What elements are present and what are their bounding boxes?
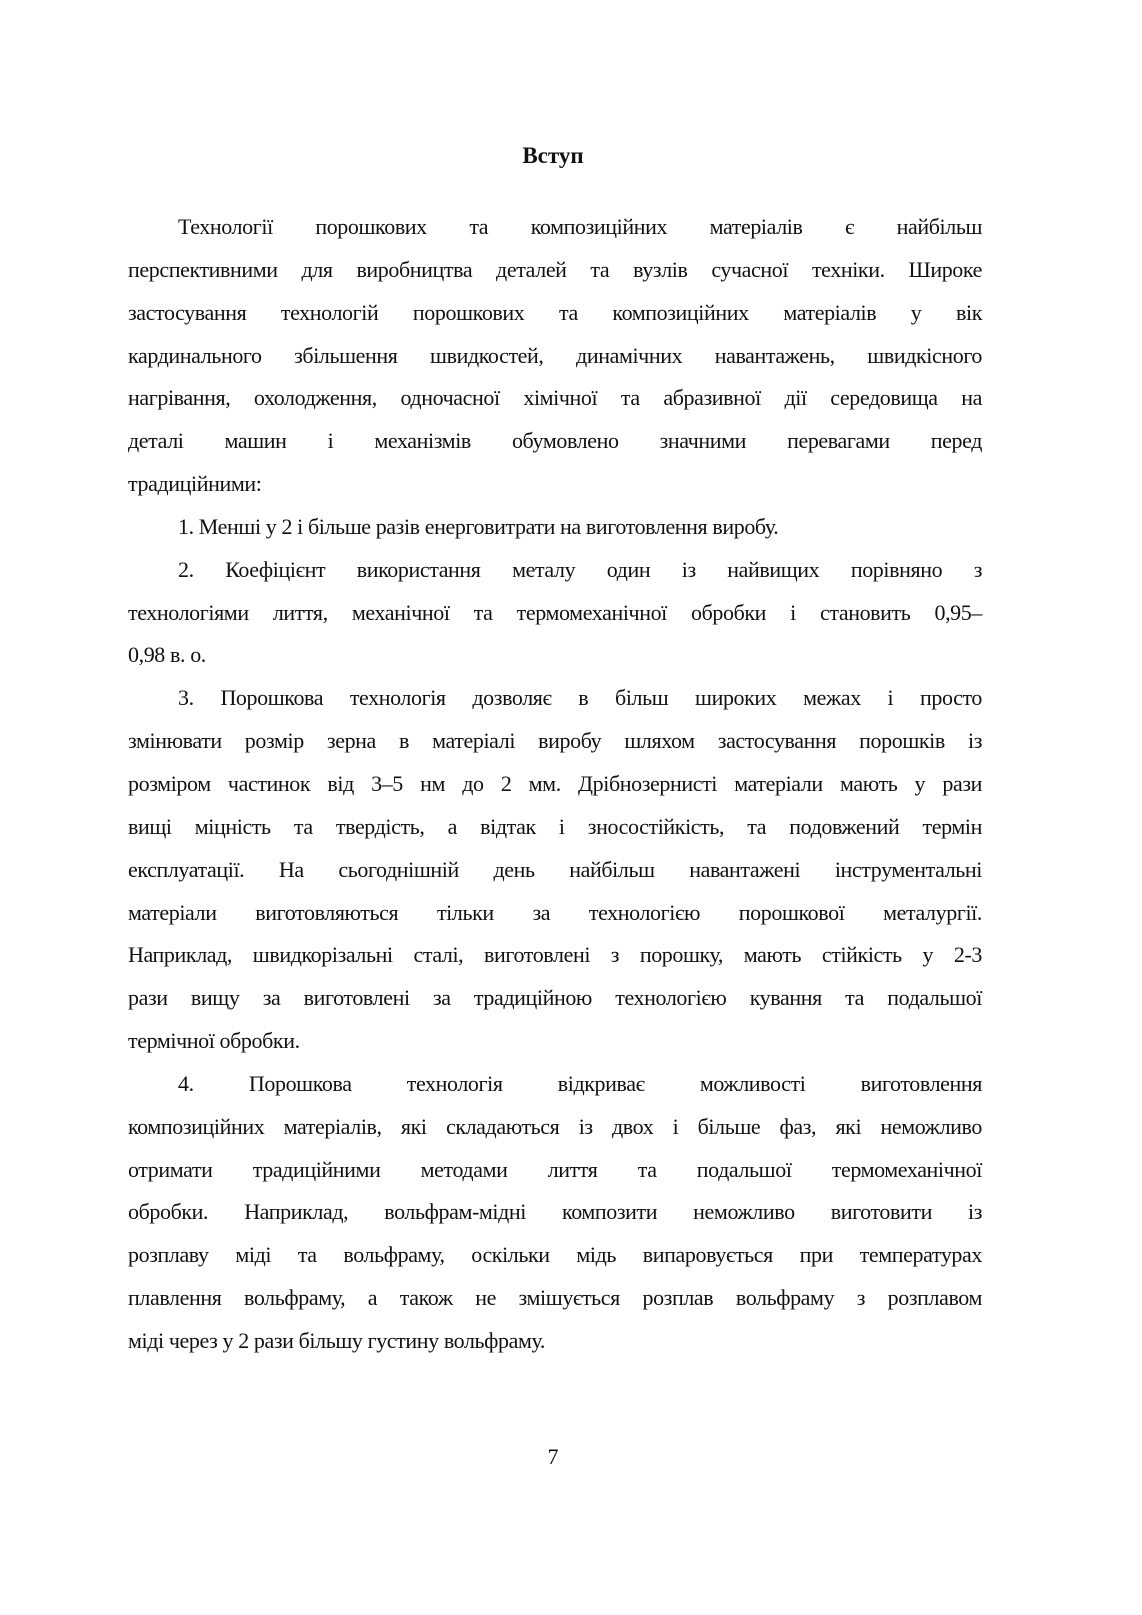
text-line: Технології порошкових та композиційних матеріалів є найбільш [178,214,982,239]
text-line: нагрівання, охолодження, одночасної хімічної та абразивної дії середовища на [128,385,982,411]
text-line: 0,98 в. о. [128,642,206,668]
text-line: кардинального збільшення швидкостей, динамічних навантажень, швидкісного [128,342,982,368]
paragraph [128,1063,982,1363]
text-line: вищі міцність та твердість, а відтак і зносостійкість, та подовжений термін [128,813,982,839]
text-line: обробки. Наприклад, вольфрам-мідні композити неможливо виготовити із [128,1199,982,1225]
paragraph [128,506,982,549]
text-line: розплаву міді та вольфраму, оскільки мідь випаровується при температурах [128,1242,982,1268]
text-line: рази вищу за виготовлені за традиційною технологією кування та подальшої [128,985,982,1011]
text-line: застосування технологій порошкових та композиційних матеріалів у вік [128,299,982,325]
text-line: 1. Менші у 2 і більше разів енерговитрати на виготовлення виробу. [178,513,779,539]
text-line: деталі машин і механізмів обумовлено значними перевагами перед [128,428,982,454]
text-line: експлуатації. На сьогоднішній день найбільш навантажені інструментальні [128,856,982,882]
document-body [128,206,982,1363]
text-line: міді через у 2 рази більшу густину вольфраму. [128,1327,546,1353]
paragraph [128,206,982,506]
text-line: термічної обробки. [128,1028,300,1054]
text-line: плавлення вольфраму, а також не змішується розплав вольфраму з розплавом [128,1285,982,1311]
text-line: 3. Порошкова технологія дозволяє в більш широких межах і просто [178,685,982,711]
paragraph [128,549,982,678]
section-title: Вступ [522,143,584,168]
text-line: змінювати розмір зерна в матеріалі виробу шляхом застосування порошків із [128,728,982,754]
text-line: традиційними: [128,471,262,497]
text-line: композиційних матеріалів, які складаються із двох і більше фаз, які неможливо [128,1113,982,1139]
text-line: перспективними для виробництва деталей та вузлів сучасної техніки. Широке [128,256,982,282]
text-line: отримати традиційними методами лиття та подальшої термомеханічної [128,1156,982,1182]
text-line: технологіями лиття, механічної та термомеханічної обробки і становить 0,95– [128,599,982,625]
text-line: розміром частинок від 3–5 нм до 2 мм. Дрібнозернисті матеріали мають у рази [128,770,982,796]
page-number: 7 [547,1444,559,1469]
text-line: 4. Порошкова технологія відкриває можливості виготовлення [178,1070,982,1096]
text-line: Наприклад, швидкорізальні сталі, виготовлені з порошку, мають стійкість у 2-3 [128,942,982,968]
text-line: матеріали виготовляються тільки за технологією порошкової металургії. [128,899,982,925]
text-line: 2. Коефіцієнт використання металу один із найвищих порівняно з [178,556,982,582]
paragraph [128,677,982,1063]
